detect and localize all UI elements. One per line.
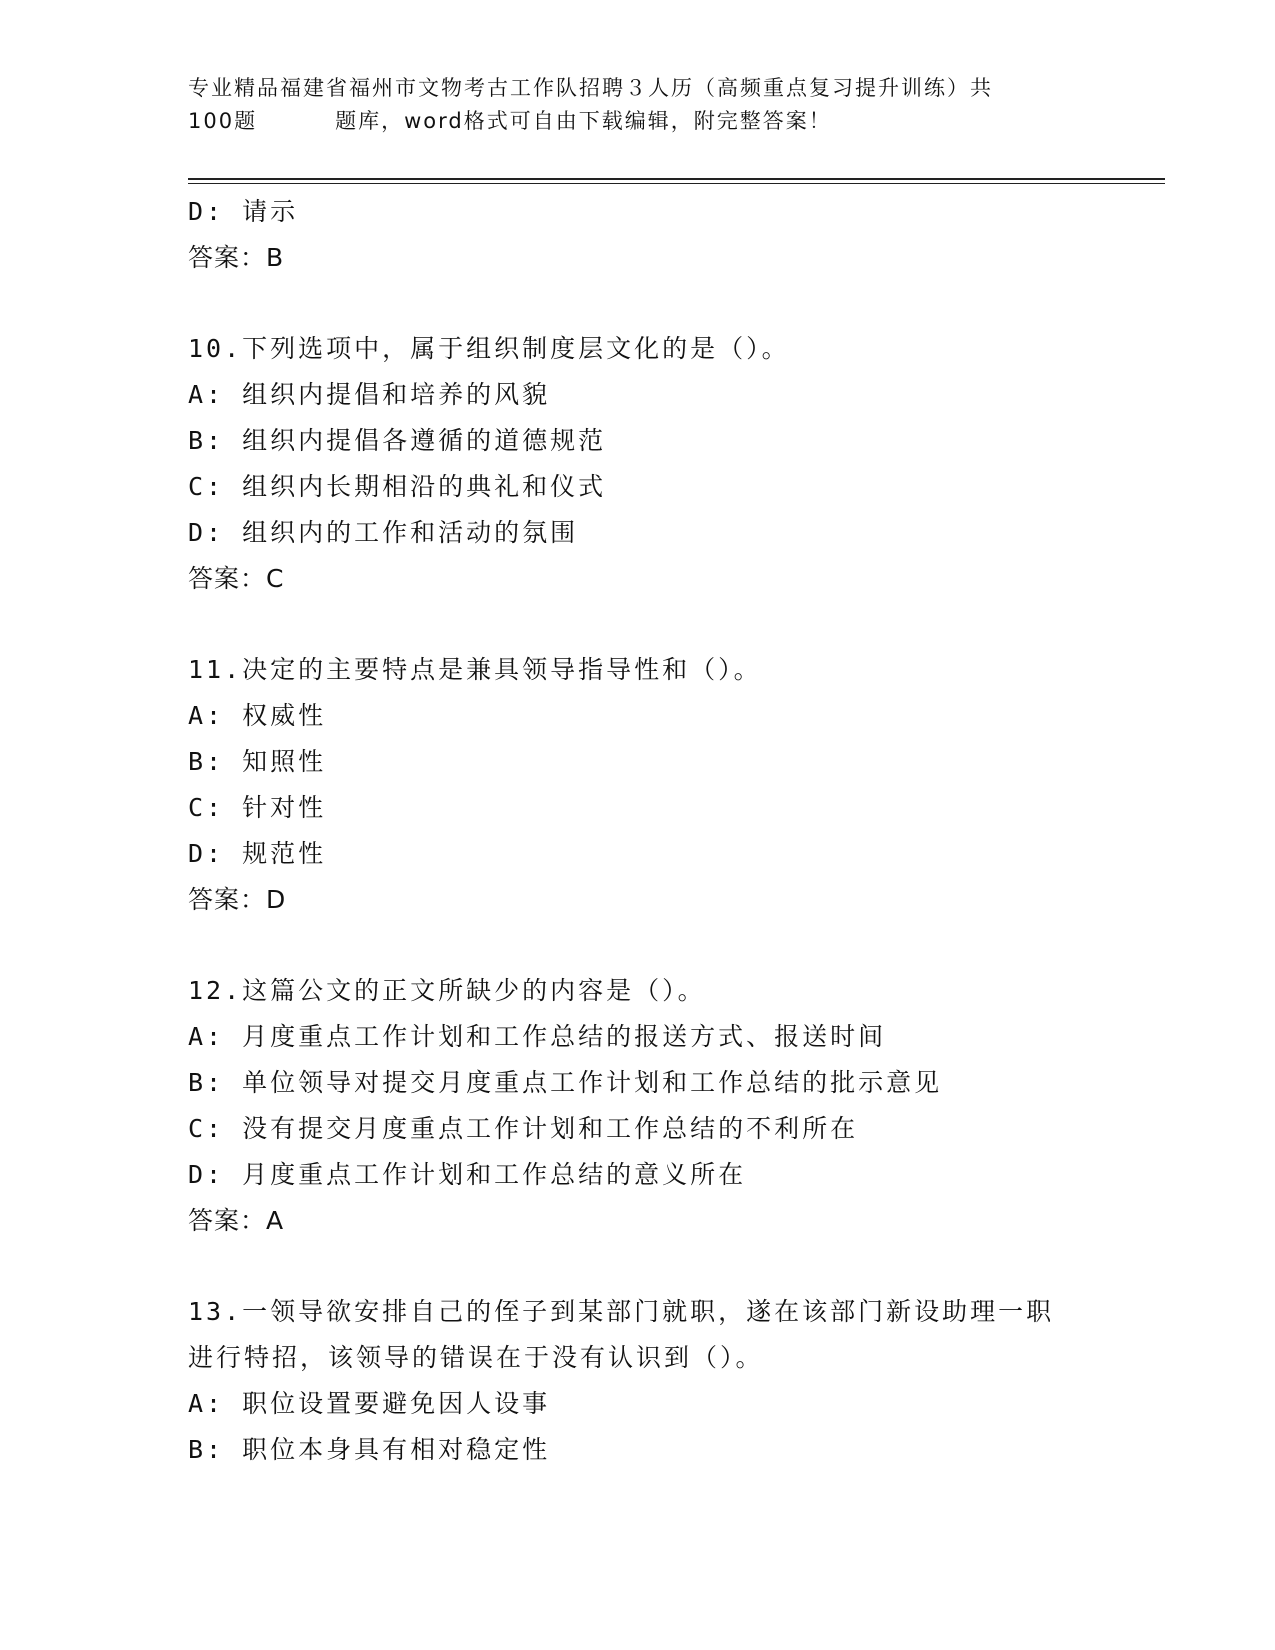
header-title-line1: 专业精品福建省福州市文物考古工作队招聘３人历（高频重点复习提升训练）共 [188, 76, 993, 100]
option-b: B: 单位领导对提交月度重点工作计划和工作总结的批示意见 [188, 1068, 943, 1097]
page-header [188, 72, 1088, 138]
option-a: A: 权威性 [188, 701, 327, 730]
question-list [188, 189, 1118, 1473]
option-d: D: 月度重点工作计划和工作总结的意义所在 [188, 1160, 747, 1189]
question-12 [188, 968, 1118, 1244]
option-b: B: 知照性 [188, 747, 327, 776]
option-c: C: 针对性 [188, 793, 327, 822]
answer: 答案：A [188, 1206, 285, 1235]
option-d: D: 请示 [188, 197, 299, 226]
option-a: A: 组织内提倡和培养的风貌 [188, 380, 551, 409]
option-b: B: 组织内提倡各遵循的道德规范 [188, 426, 607, 455]
previous-question-tail [188, 189, 1118, 281]
option-d: D: 组织内的工作和活动的氛围 [188, 518, 579, 547]
answer: 答案：B [188, 243, 285, 272]
question-text: 10.下列选项中，属于组织制度层文化的是（）。 [188, 334, 790, 363]
header-title-line2 [188, 105, 1088, 138]
option-c: C: 没有提交月度重点工作计划和工作总结的不利所在 [188, 1114, 859, 1143]
option-b: B: 职位本身具有相对稳定性 [188, 1435, 551, 1464]
option-d: D: 规范性 [188, 839, 327, 868]
option-a: A: 月度重点工作计划和工作总结的报送方式、报送时间 [188, 1022, 887, 1051]
option-a: A: 职位设置要避免因人设事 [188, 1389, 551, 1418]
question-text: 11.决定的主要特点是兼具领导指导性和（）。 [188, 655, 762, 684]
question-text: 12.这篇公文的正文所缺少的内容是（）。 [188, 976, 706, 1005]
answer: 答案：D [188, 885, 287, 914]
header-description: 题库，word格式可自由下载编辑，附完整答案！ [335, 109, 832, 133]
answer: 答案：C [188, 564, 285, 593]
question-10 [188, 326, 1118, 602]
question-text-line1: 13.一领导欲安排自己的侄子到某部门就职，遂在该部门新设助理一职 [188, 1297, 1055, 1326]
question-13 [188, 1289, 1118, 1473]
option-c: C: 组织内长期相沿的典礼和仪式 [188, 472, 607, 501]
question-11 [188, 647, 1118, 923]
question-text-line2: 进行特招，该领导的错误在于没有认识到（）。 [188, 1343, 764, 1372]
header-divider-thick [188, 178, 1165, 180]
header-count: 100题 [188, 109, 258, 133]
header-divider-thin [188, 183, 1165, 184]
